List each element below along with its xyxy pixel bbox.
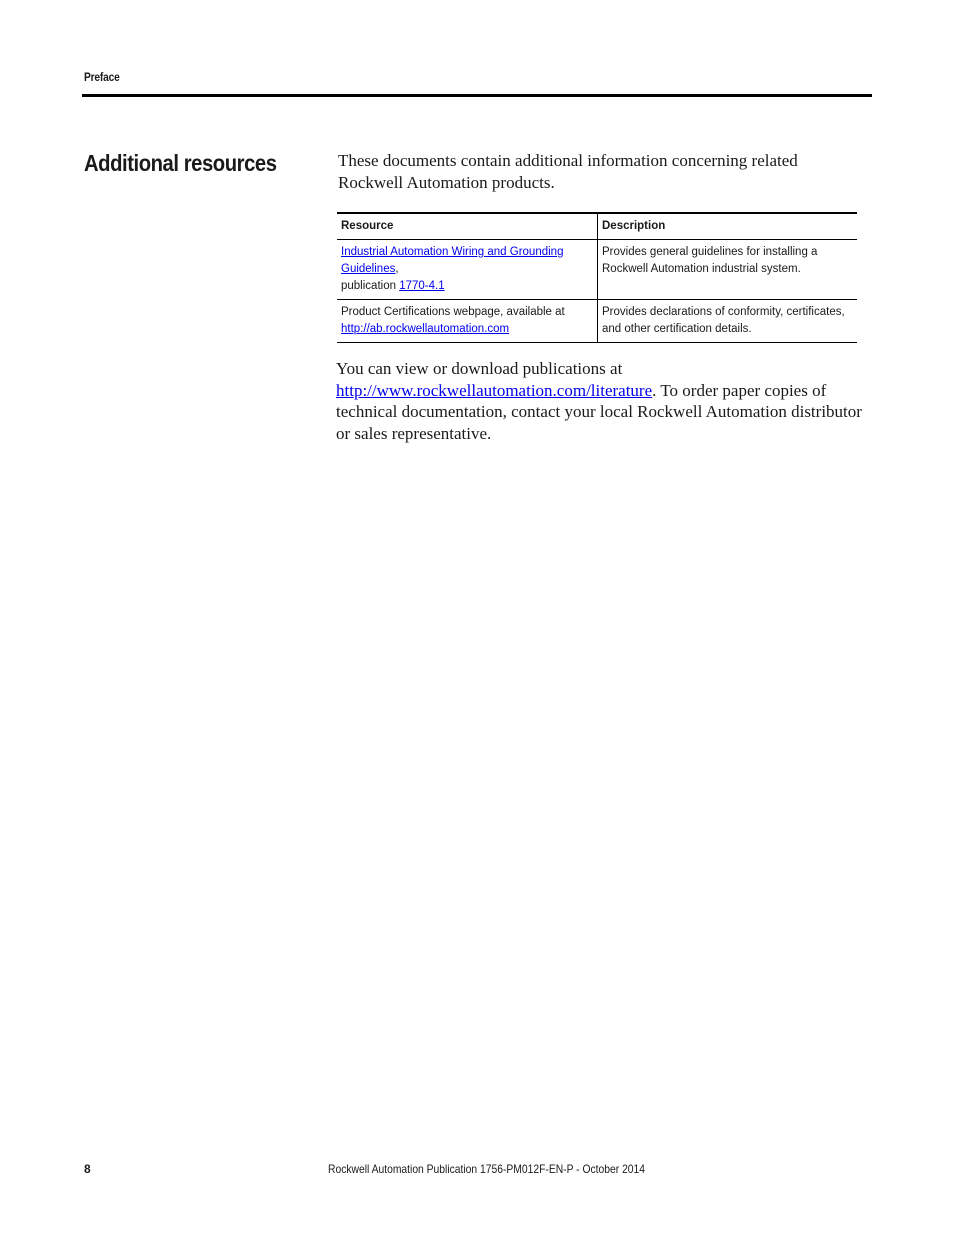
wiring-guidelines-link[interactable]: Industrial Automation Wiring and Grounding Guidelines [341, 246, 564, 275]
description-cell: Provides general guidelines for installing a Rockwell Automation industrial system. [602, 246, 818, 275]
table-row [337, 300, 857, 343]
column-header-description: Description [602, 220, 666, 232]
resource-text: Product Certifications webpage, available at [341, 306, 565, 318]
outro-text-after: . To order paper copies of technical documentation, contact your local Rockwell Automation distributor or sales representative. [336, 380, 862, 443]
literature-paragraph [336, 358, 866, 444]
table-row [337, 240, 857, 300]
certifications-link[interactable]: http://ab.rockwellautomation.com [341, 323, 510, 335]
running-header: Preface [84, 70, 120, 84]
intro-paragraph: These documents contain additional information concerning related Rockwell Automation products. [338, 151, 798, 192]
resources-table [337, 212, 857, 343]
publication-link[interactable]: 1770-4.1 [399, 280, 445, 292]
resource-cell [337, 300, 598, 343]
literature-link[interactable]: http://www.rockwellautomation.com/literature [336, 380, 653, 400]
section-heading: Additional resources [84, 150, 277, 176]
header-rule [82, 94, 872, 97]
outro-text: You can view or download publications at [336, 359, 623, 378]
publication-footer: Rockwell Automation Publication 1756-PM012F-EN-P - October 2014 [328, 1162, 646, 1176]
column-header-resource: Resource [337, 213, 598, 240]
description-cell: Provides declarations of conformity, certificates, and other certification details. [602, 306, 845, 335]
resource-separator: , [395, 263, 399, 275]
page-number: 8 [84, 1162, 91, 1176]
table-header-row [337, 213, 857, 240]
resource-text: publication [341, 280, 396, 292]
resource-cell [337, 240, 598, 300]
